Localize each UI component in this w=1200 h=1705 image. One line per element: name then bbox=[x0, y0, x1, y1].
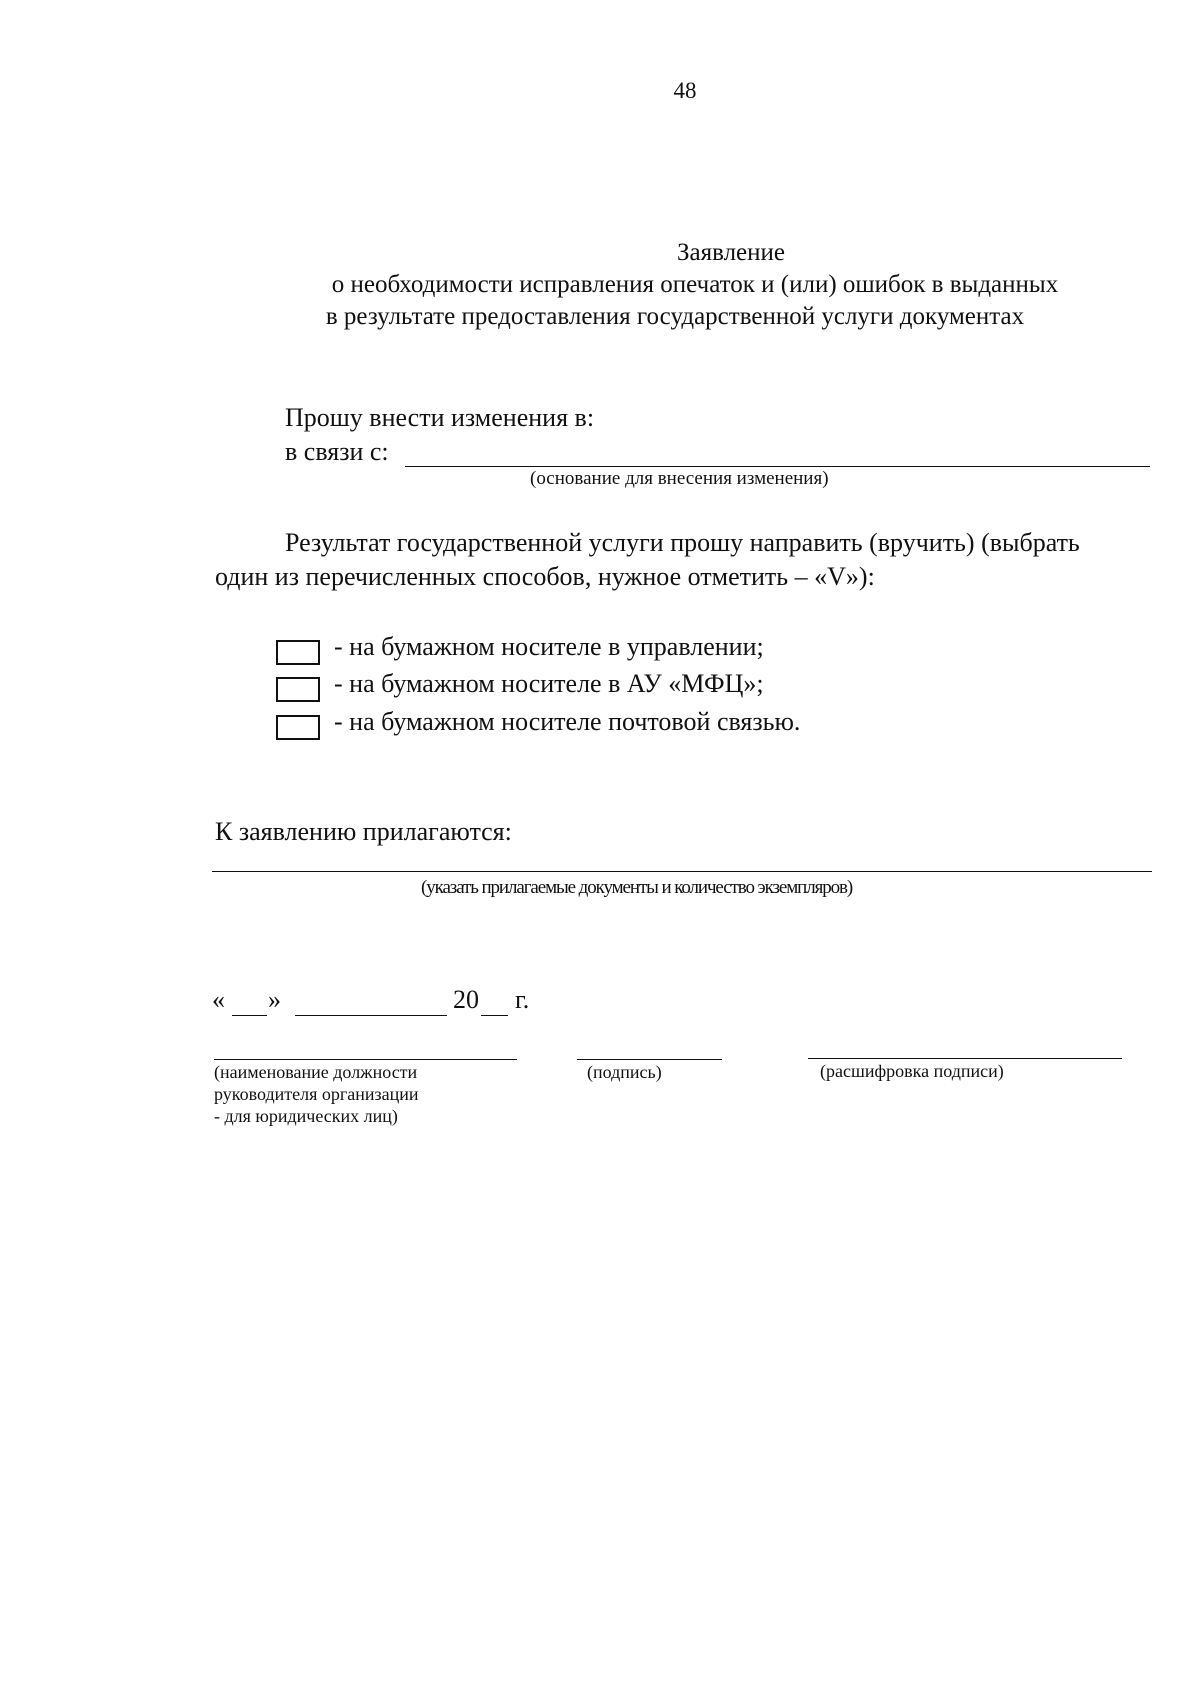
option-label-office: - на бумажном носителе в управлении; bbox=[334, 632, 764, 661]
position-caption-3: - для юридических лиц) bbox=[214, 1106, 398, 1126]
date-open-quote: « bbox=[212, 985, 225, 1014]
request-reason-label: в связи с: bbox=[285, 437, 389, 466]
decryption-line[interactable] bbox=[808, 1058, 1122, 1059]
decryption-caption: (расшифровка подписи) bbox=[820, 1061, 1004, 1081]
attachments-fill-line[interactable] bbox=[212, 871, 1152, 872]
date-close-quote: » bbox=[268, 985, 281, 1014]
page-number: 48 bbox=[673, 78, 697, 103]
signature-line[interactable] bbox=[577, 1059, 722, 1060]
result-line-2: один из перечисленных способов, нужное отметить – «V»): bbox=[215, 562, 875, 591]
date-month-line[interactable] bbox=[295, 1015, 447, 1016]
attachments-label: К заявлению прилагаются: bbox=[215, 817, 512, 846]
position-caption-2: руководителя организации bbox=[214, 1084, 419, 1104]
date-year-line[interactable] bbox=[481, 1015, 508, 1016]
option-label-post: - на бумажном носителе почтовой связью. bbox=[334, 707, 801, 736]
attachments-hint: (указать прилагаемые документы и количество экземпляров) bbox=[421, 877, 853, 898]
reason-fill-line[interactable] bbox=[405, 466, 1150, 467]
signature-caption: (подпись) bbox=[587, 1062, 662, 1082]
date-day-line[interactable] bbox=[232, 1015, 267, 1016]
title-line-2: о необходимости исправления опечаток и (или) ошибок в выданных bbox=[331, 271, 1059, 298]
title-line-3: в результате предоставления государственной услуги документах bbox=[325, 303, 1025, 330]
position-caption-1: (наименование должности bbox=[214, 1062, 418, 1082]
reason-hint: (основание для внесения изменения) bbox=[530, 468, 829, 489]
title-line-1: Заявление bbox=[676, 239, 786, 266]
option-checkbox-office[interactable] bbox=[276, 640, 320, 665]
request-line-1: Прошу внести изменения в: bbox=[285, 403, 595, 432]
option-checkbox-mfc[interactable] bbox=[276, 677, 320, 702]
result-line-1: Результат государственной услуги прошу направить (вручить) (выбрать bbox=[285, 528, 1080, 557]
position-line[interactable] bbox=[214, 1059, 517, 1060]
date-year-suffix: г. bbox=[515, 985, 530, 1014]
date-year-prefix: 20 bbox=[453, 985, 479, 1014]
option-checkbox-post[interactable] bbox=[276, 715, 320, 740]
option-label-mfc: - на бумажном носителе в АУ «МФЦ»; bbox=[334, 669, 764, 698]
